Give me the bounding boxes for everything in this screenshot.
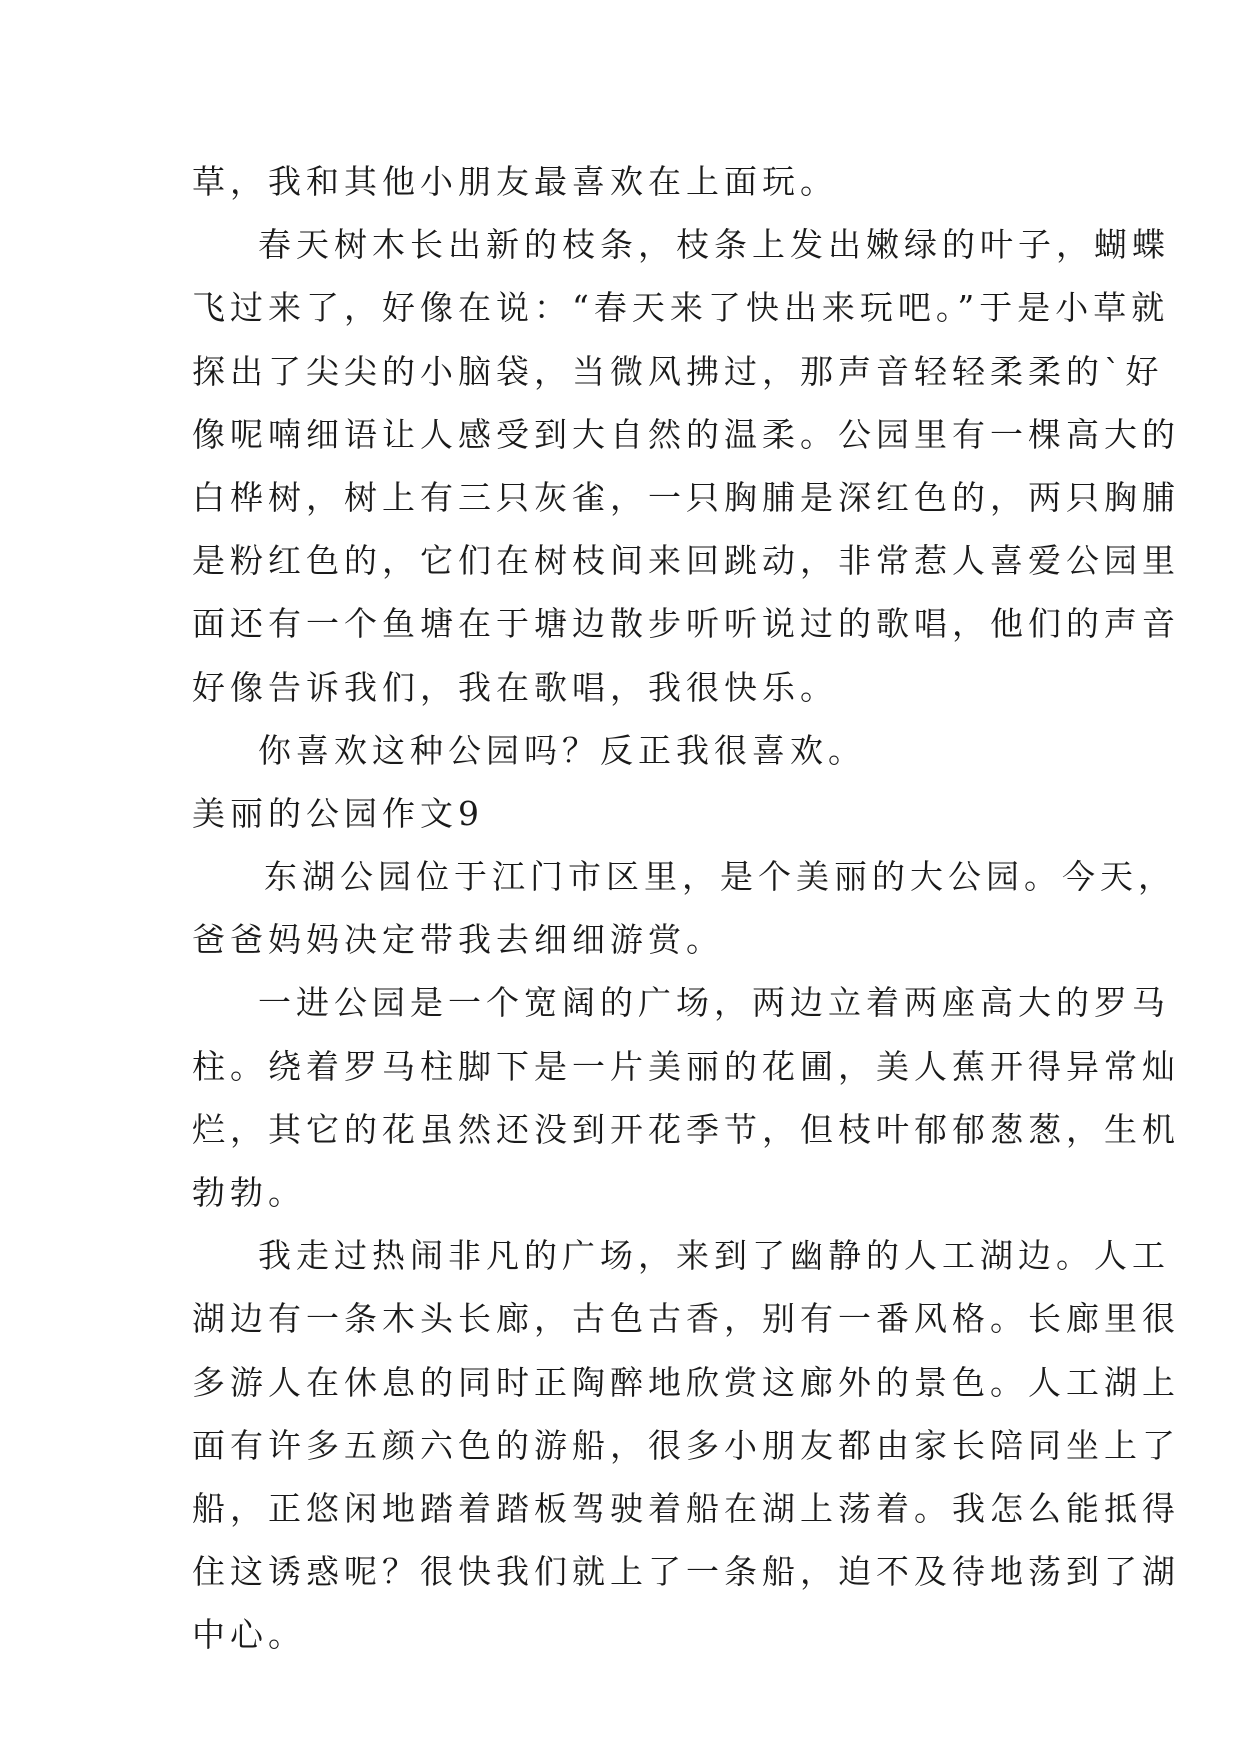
text-line: 是粉红色的，它们在树枝间来回跳动，非常惹人喜爱公园里: [192, 541, 1180, 581]
paragraph-start-line: 你喜欢这种公园吗？反正我很喜欢。: [258, 730, 866, 770]
paragraph-start-line: 东湖公园位于江门市区里，是个美丽的大公园。今天，: [264, 857, 1176, 897]
text-line: 好像告诉我们，我在歌唱，我很快乐。: [192, 667, 838, 707]
paragraph-start-line: 一进公园是一个宽阔的广场，两边立着两座高大的罗马: [258, 983, 1170, 1023]
text-line: 白桦树，树上有三只灰雀，一只胸脯是深红色的，两只胸脯: [192, 477, 1180, 517]
text-line: 中心。: [192, 1615, 306, 1655]
text-line: 多游人在休息的同时正陶醉地欣赏这廊外的景色。人工湖上: [192, 1362, 1180, 1402]
text-line: 面有许多五颜六色的游船，很多小朋友都由家长陪同坐上了: [192, 1425, 1180, 1465]
paragraph-start-line: 我走过热闹非凡的广场，来到了幽静的人工湖边。人工: [258, 1236, 1170, 1276]
text-line: 湖边有一条木头长廊，古色古香，别有一番风格。长廊里很: [192, 1299, 1180, 1339]
text-line: 爸爸妈妈决定带我去细细游赏。: [192, 920, 724, 960]
text-line: 勃勃。: [192, 1173, 306, 1212]
text-line: 柱。绕着罗马柱脚下是一片美丽的花圃，美人蕉开得异常灿: [192, 1046, 1180, 1086]
section-heading: 美丽的公园作文9: [192, 793, 484, 833]
text-line: 烂，其它的花虽然还没到开花季节，但枝叶郁郁葱葱，生机: [192, 1109, 1180, 1149]
text-line: 住这诱惑呢？很快我们就上了一条船，迫不及待地荡到了湖: [192, 1552, 1180, 1592]
text-line: 像呢喃细语让人感受到大自然的温柔。公园里有一棵高大的: [192, 414, 1180, 454]
essay-body: [192, 150, 1180, 1667]
paragraph-start-line: 春天树木长出新的枝条，枝条上发出嫩绿的叶子，蝴蝶: [258, 225, 1170, 265]
text-line: 草，我和其他小朋友最喜欢在上面玩。: [192, 162, 838, 201]
text-line: 飞过来了，好像在说：“春天来了快出来玩吧。”于是小草就: [192, 288, 1170, 328]
text-line: 探出了尖尖的小脑袋，当微风拂过，那声音轻轻柔柔的`好: [192, 351, 1164, 391]
text-line: 面还有一个鱼塘在于塘边散步听听说过的歌唱，他们的声音: [192, 604, 1180, 644]
text-line: 船，正悠闲地踏着踏板驾驶着船在湖上荡着。我怎么能抵得: [192, 1488, 1180, 1528]
